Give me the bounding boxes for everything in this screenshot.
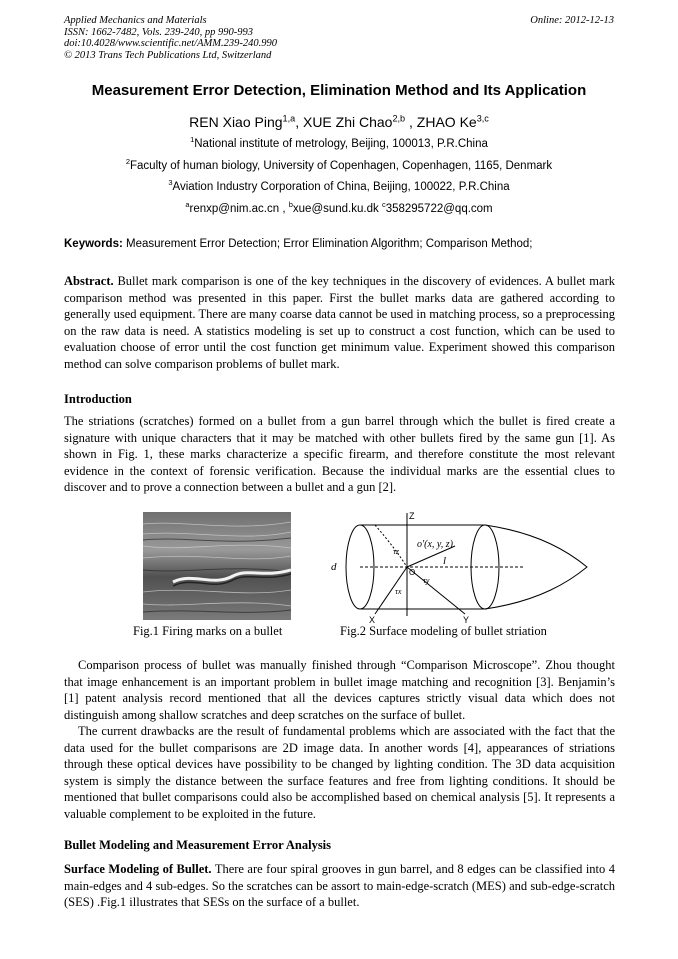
axis-label: X [369,615,376,625]
journal-header [64,15,277,61]
email-sup: c [381,200,386,210]
affiliation-text: Faculty of human biology, University of Copenhagen, Copenhagen, 1165, Denmark [130,160,553,172]
origin-label: O [409,568,416,577]
copyright: © 2013 Trans Tech Publications Ltd, Switzerland [64,49,272,61]
doi: doi:10.4028/www.scientific.net/AMM.239-240.990 [64,38,277,49]
affiliation [0,157,678,172]
affiliation-sup: 1 [190,135,195,145]
introduction-heading: Introduction [64,392,132,406]
author-sup: 3,c [476,113,489,124]
subsection-label: Surface Modeling of Bullet. [64,862,212,876]
introduction-paragraph: The striations (scratches) formed on a bullet from a gun barrel through which the bullet is fired create a signature with unique characters that it may be matched with other bullets fired by the same gun [1]. As shown in Fig. 1, these marks characterize a specific firearm, and therefore constitute the most relevant evidence in the context of forensic verification. Because the individual marks are the essential clues to discover and to prove a connection between a bullet and a gun [2]. [64,414,615,494]
axis-label: Z [409,511,415,521]
firing-marks-photo [143,512,291,620]
issn: ISSN: 1662-7482, Vols. 239-240, pp 990-993 [64,26,253,38]
affiliation [0,135,678,150]
author-list [0,114,678,130]
keywords-label: Keywords: [64,238,123,250]
author-sep: , [295,114,303,130]
tau-z-label: τz [393,547,399,556]
author-name: REN Xiao Ping [189,114,283,130]
body-paragraph: The current drawbacks are the result of fundamental problems which are associated with the fact that the data used for the bullet comparisons are 2D image data. In another words [4], appearances of striations through these optical devices have possibility to be changed by lighting condition. The 3D data acquisition system is simply the distance between the surface features and free from lighting conditions. It should be mentioned that bullet comparisons could also be accomplished based on chemical analysis [5]. It represents a valuable complement to be exploited in the future. [64,724,615,821]
affiliation [0,178,678,193]
abstract-label: Abstract. [64,274,114,288]
affiliation-sup: 3 [168,178,173,188]
affiliation-text: National institute of metrology, Beijing, 100013, P.R.China [194,138,488,150]
figure2-caption: Fig.2 Surface modeling of bullet striation [340,624,547,638]
section-heading: Bullet Modeling and Measurement Error Analysis [64,838,332,852]
point-label: o'(x, y, z) [417,539,454,550]
body-paragraph: Comparison process of bullet was manually finished through “Comparison Microscope”. Zhou thought that image enhancement is an important problem in bullet image matching and recognition [3]. Benjamin’s [1] patent analysis record mentioned that all the devices captures strictly visual data which does not distinguish among shallow scratches and deep scratches on the surface of bullet. [64,658,615,722]
journal-name: Applied Mechanics and Materials [64,15,207,26]
email-a[interactable]: renxp@nim.ac.cn , [189,203,286,215]
axis-label: Y [463,615,470,625]
author-sup: 2,b [392,113,406,124]
paper-title: Measurement Error Detection, Elimination Method and Its Application [91,82,587,99]
diameter-label: d [331,561,337,573]
author-sep: , [405,114,417,130]
tau-y-label: τy [423,576,430,585]
author-name: ZHAO Ke [416,114,477,130]
keywords-text: Measurement Error Detection; Error Elimination Algorithm; Comparison Method; [126,238,533,250]
online-date: Online: 2012-12-13 [530,15,614,26]
author-sup: 1,a [282,113,296,124]
keywords [64,238,616,250]
author-name: XUE Zhi Chao [302,114,393,130]
email-sup: b [288,200,293,210]
tau-x-label: τx [395,587,402,596]
length-label: l [443,555,447,567]
email-line [0,200,678,215]
abstract-text: Bullet mark comparison is one of the key techniques in the discovery of evidences. A bullet mark comparison method was presented in this paper. First the bullet marks data are gathered according to generally used equipment. There are many coarse data cannot be used in matching process, so a preprocessing on the raw data is need. A statistics modeling is set up to construct a cost function, which can be used to evaluation choose of error until the cost function get minimum value. Experiment showed this comparison method can solve comparison problems of bullet mark. [64,274,615,371]
abstract [64,273,615,372]
affiliation-text: Aviation Industry Corporation of China, Beijing, 100022, P.R.China [172,181,510,193]
subsection-text: There are four spiral grooves in gun barrel, and 8 edges can be classified into 4 main-edges and 4 sub-edges. So the scratches can be assort to main-edge-scratch (MES) and sub-edge-scratch (SES) .Fig.1 illustrates that SESs on the surface of a bullet. [64,862,616,909]
email-b[interactable]: xue@sund.ku.dk [292,203,379,215]
bullet-surface-model-diagram [325,508,590,626]
email-sup: a [185,200,190,210]
email-c[interactable]: 358295722@qq.com [385,203,493,215]
figure1-caption: Fig.1 Firing marks on a bullet [133,624,283,638]
affiliation-sup: 2 [125,157,130,167]
section-paragraph [64,861,615,911]
